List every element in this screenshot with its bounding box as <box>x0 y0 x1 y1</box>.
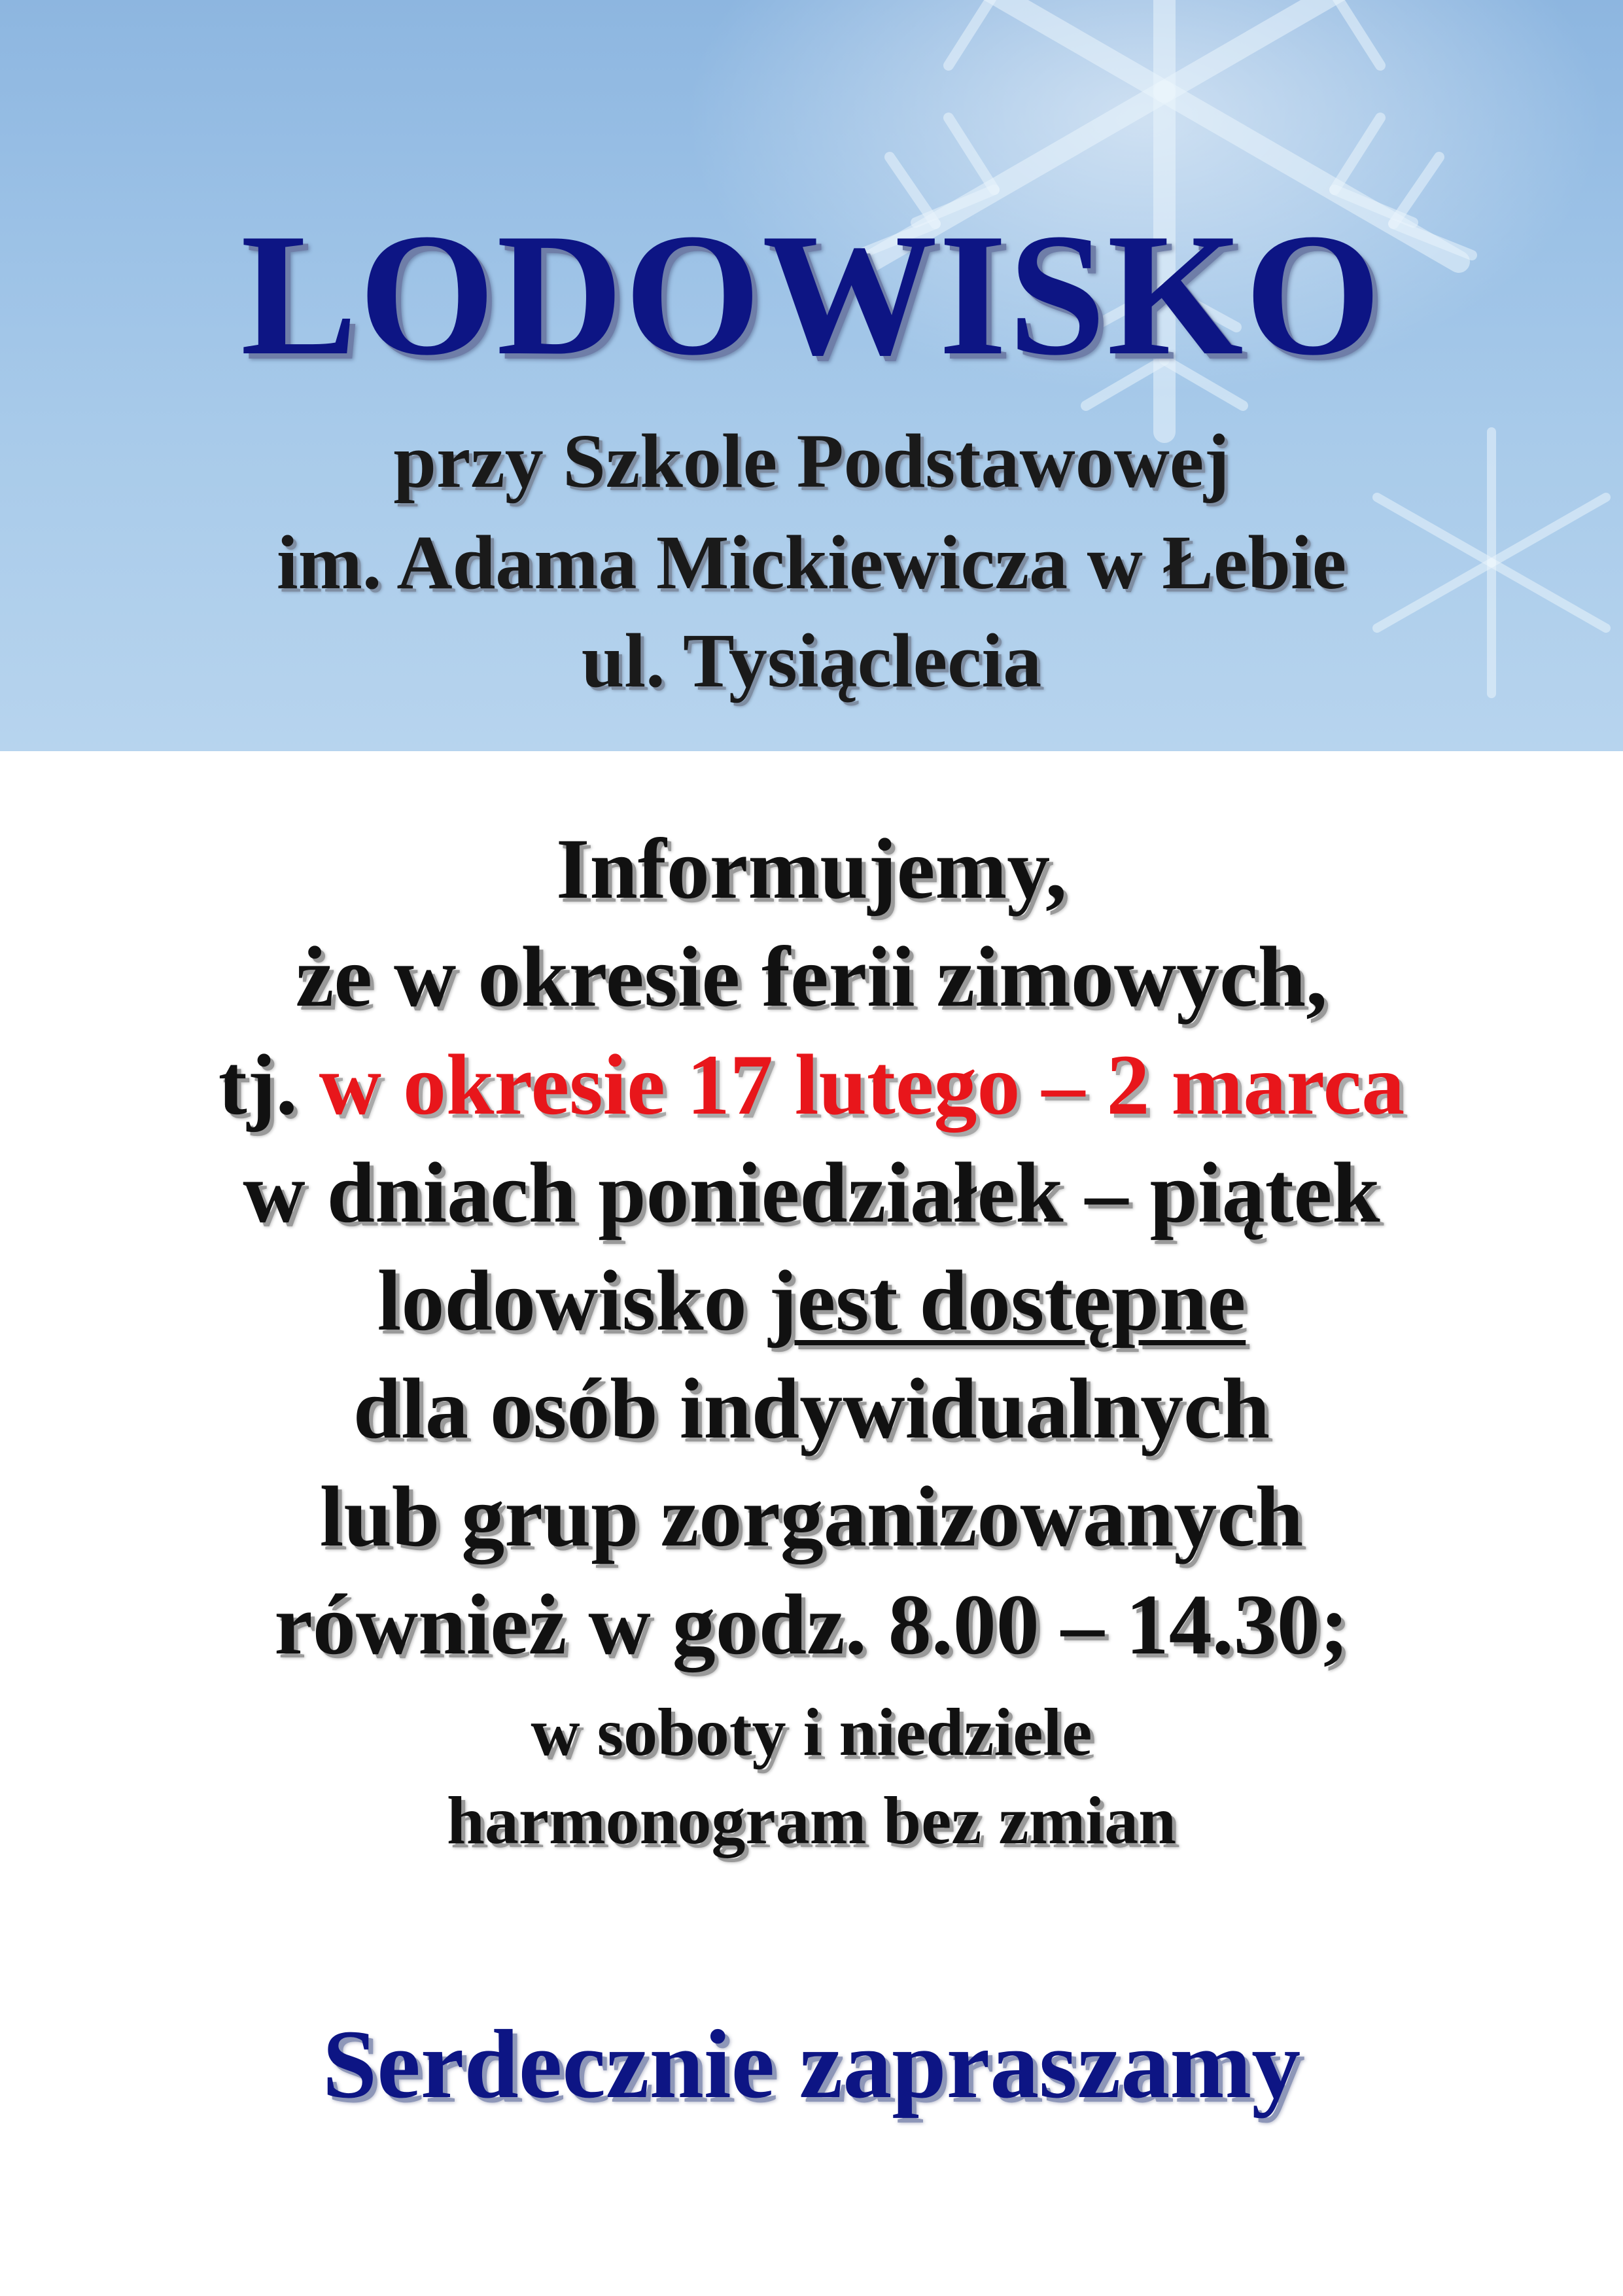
dates-highlight: w okresie 17 lutego – 2 marca <box>319 1036 1405 1133</box>
body-line-informujemy: Informujemy, <box>556 821 1067 917</box>
body-line-availability <box>0 1246 1623 1354</box>
availability-prefix: lodowisko <box>377 1252 769 1349</box>
body-line-groups: lub grup zorganizowanych <box>319 1468 1304 1564</box>
body-line-hours: również w godz. 8.00 – 14.30; <box>274 1576 1349 1672</box>
subtitle-street: ul. Tysiąclecia <box>581 618 1042 703</box>
body-line-dates <box>0 1031 1623 1139</box>
body-line-ferie: że w okresie ferii zimowych, <box>295 928 1328 1025</box>
subtitle-school: przy Szkole Podstawowej <box>393 418 1230 504</box>
body-line-schedule: harmonogram bez zmian <box>447 1783 1176 1858</box>
subtitle-patron: im. Adama Mickiewicza w Łebie <box>276 520 1347 605</box>
page-title: LODOWISKO <box>240 197 1383 391</box>
header-banner <box>0 0 1623 751</box>
body-line-weekdays: w dniach poniedziałek – piątek <box>243 1144 1380 1241</box>
body-line-weekends: w soboty i niedziele <box>531 1695 1092 1770</box>
closing-invitation: Serdecznie zapraszamy <box>322 2010 1301 2119</box>
dates-prefix: tj. <box>218 1036 319 1133</box>
availability-underlined: jest dostępne <box>768 1252 1246 1349</box>
body-line-individuals: dla osób indywidualnych <box>353 1360 1270 1457</box>
